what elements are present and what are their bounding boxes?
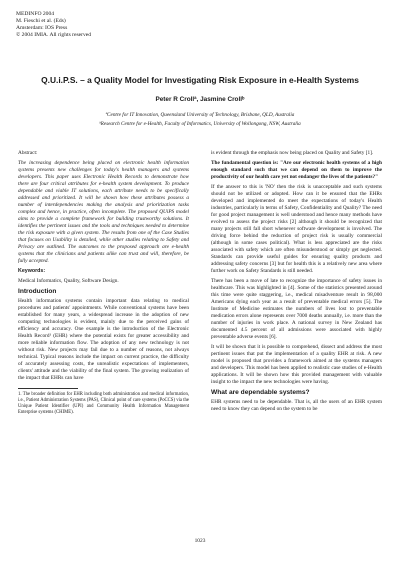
safety-paragraph: There has been a move of late to recognize the importance of safety issues in healthcare. This was highlighted in [4]. Some of the statistics presented around this time were quite staggering, i.e., medical misadventure result in 98,000 Americans dying each year as a result of preventable medical errors [5]. The Institute of Medicine estimates the numbers of lives lost to preventable medication errors alone represents over 7000 deaths annually, i.e. more than the number of injuries in work place. A national survey in New Zealand has documented 4.5 percent of all admissions were associated with highly preventable adverse events [6]. [211, 278, 382, 340]
keywords-label: Keywords: [18, 268, 46, 274]
page-number: 1023 [194, 538, 206, 544]
footnote: 1. The broader definition for EHR including both administration and medical information, i.e., Patient Administration Systems (PAS), Clinical point of care systems (PoCCS) via the Unique Patient Identifier (UPI) and Community Health Information Management Enterprise systems (CHIME). [18, 392, 189, 415]
header-line-1: MEDINFO 2004 [16, 11, 55, 17]
fundamental-question: The fundamental question is: "Are our electronic health systems of a high enough standard such that we can depend on them to improve the productivity of our health care yet not endanger the lives of the patients?" [211, 160, 382, 180]
risk-paragraph: If the answer to this is 'NO' then the risk is unacceptable and such systems should not be utilized or adopted. How can it be ensured that the EHRs developed and implemented do meet the expectations of today's Health industries, particularly in terms of Safety, Confidentiality and Quality? The need for good project management is well understood and hence many methods have evolved to assess the project risks [2] although it should be recognized that many projects still fall short whenever software development is involved. The driving force behind the reduction of project risk is usually commercial (although in some cases political). What is less appreciated are the risks associated with safety which are often misunderstood or simply get neglected. Standards can provide useful guides for ensuring quality products and addressing safety concerns [3] but for health this is a relatively new area where further work on Safety Standards is still needed. [211, 184, 382, 274]
dependable-paragraph: EHR systems need to be dependable. That is, all the users of an EHR system need to know they can depend on the system to be [211, 399, 382, 412]
header-line-3: Amsterdam: IOS Press [16, 25, 68, 31]
paper-title: Q.U.i.P.S. – a Quality Model for Investigating Risk Exposure in e-Health Systems [41, 75, 359, 85]
abstract-text: The increasing dependence being placed on electronic health information systems presents new challenges for today's health managers and systems developers. This paper uses Electronic Health Records to demonstrate how there are four critical attributes for e-health system development. To produce dependable and viable IT solutions, each attribute needs to be specifically addressed and prioritized. It will be shown how these attributes possess a number of interdependencies making the analysis and prioritization tasks complex and hence, in practice, often incomplete. The proposed QUiPS model aims to provide a complete framework for building trustworthy solutions. It identifies the pertinent issues and the tools and techniques needed to determine the risk exposure with a given system. The results from one of the Case Studies that focuses on Usability is detailed, while other studies relating to Safety and Privacy are outlined. The outcomes to the proposed approach are e-health systems that the clinicians and patients alike can trust and will, therefore, be fully accepted. [18, 160, 189, 264]
header-line-4: © 2004 IMIA. All rights reserved [16, 32, 92, 38]
model-paragraph: It will be shown that it is possible to comprehend, dissect and address the most pertinent issues that put the implementation of a quality EHR at risk. A new model is proposed that provides a framework aimed at the systems managers and developers. This model has been applied to realistic case studies of e-Health applications. It will be shown how this provided management with valuable insight to the impact the new technologies were having. [211, 344, 382, 385]
left-column [18, 150, 189, 419]
affiliation-b: ᵇResearch Centre for e-Health, Faculty of Informatics, University of Wollongong, NSW, Australia [99, 121, 301, 127]
right-column [211, 150, 382, 416]
abstract-label: Abstract: [18, 150, 38, 156]
proceedings-header [16, 11, 91, 39]
introduction-heading: Introduction [18, 288, 57, 295]
header-line-2: M. Fieschi et al. (Eds) [16, 18, 66, 24]
intro-continuation: is evident through the emphasis now being placed on Quality and Safety [1]. [211, 150, 374, 156]
footnote-rule [18, 388, 78, 389]
affiliation-a: ªCentre for IT Innovation, Queensland University of Technology, Brisbane, QLD, Australia [105, 112, 295, 118]
introduction-paragraph: Health information systems contain important data relating to medical procedures and patients' appointments. While conventional systems have been established for many years, a widespread increase in the adoption of new computing technologies is evident, mainly due to the perceived gains of efficiency and accuracy. One example is the introduction of the Electronic Health Record¹ (EHR) where the potential exists for greater accessibility and more reliable information flow. The adoption of any new technology is not without risk. New projects may fail due to a number of reasons, not always technical. Typical reasons include the impact on current practice, the difficulty of accurately assessing costs, the unrealistic expectations of implementers, clients' attitude and the viability of the final system. The growing realization of the impact that EHRs can have [18, 298, 189, 381]
keywords-text: Medical Informatics, Quality, Software Design. [18, 278, 119, 284]
paper-authors: Peter R Crollª, Jasmine Crollᵇ [155, 96, 245, 103]
dependable-systems-heading: What are dependable systems? [211, 389, 310, 396]
